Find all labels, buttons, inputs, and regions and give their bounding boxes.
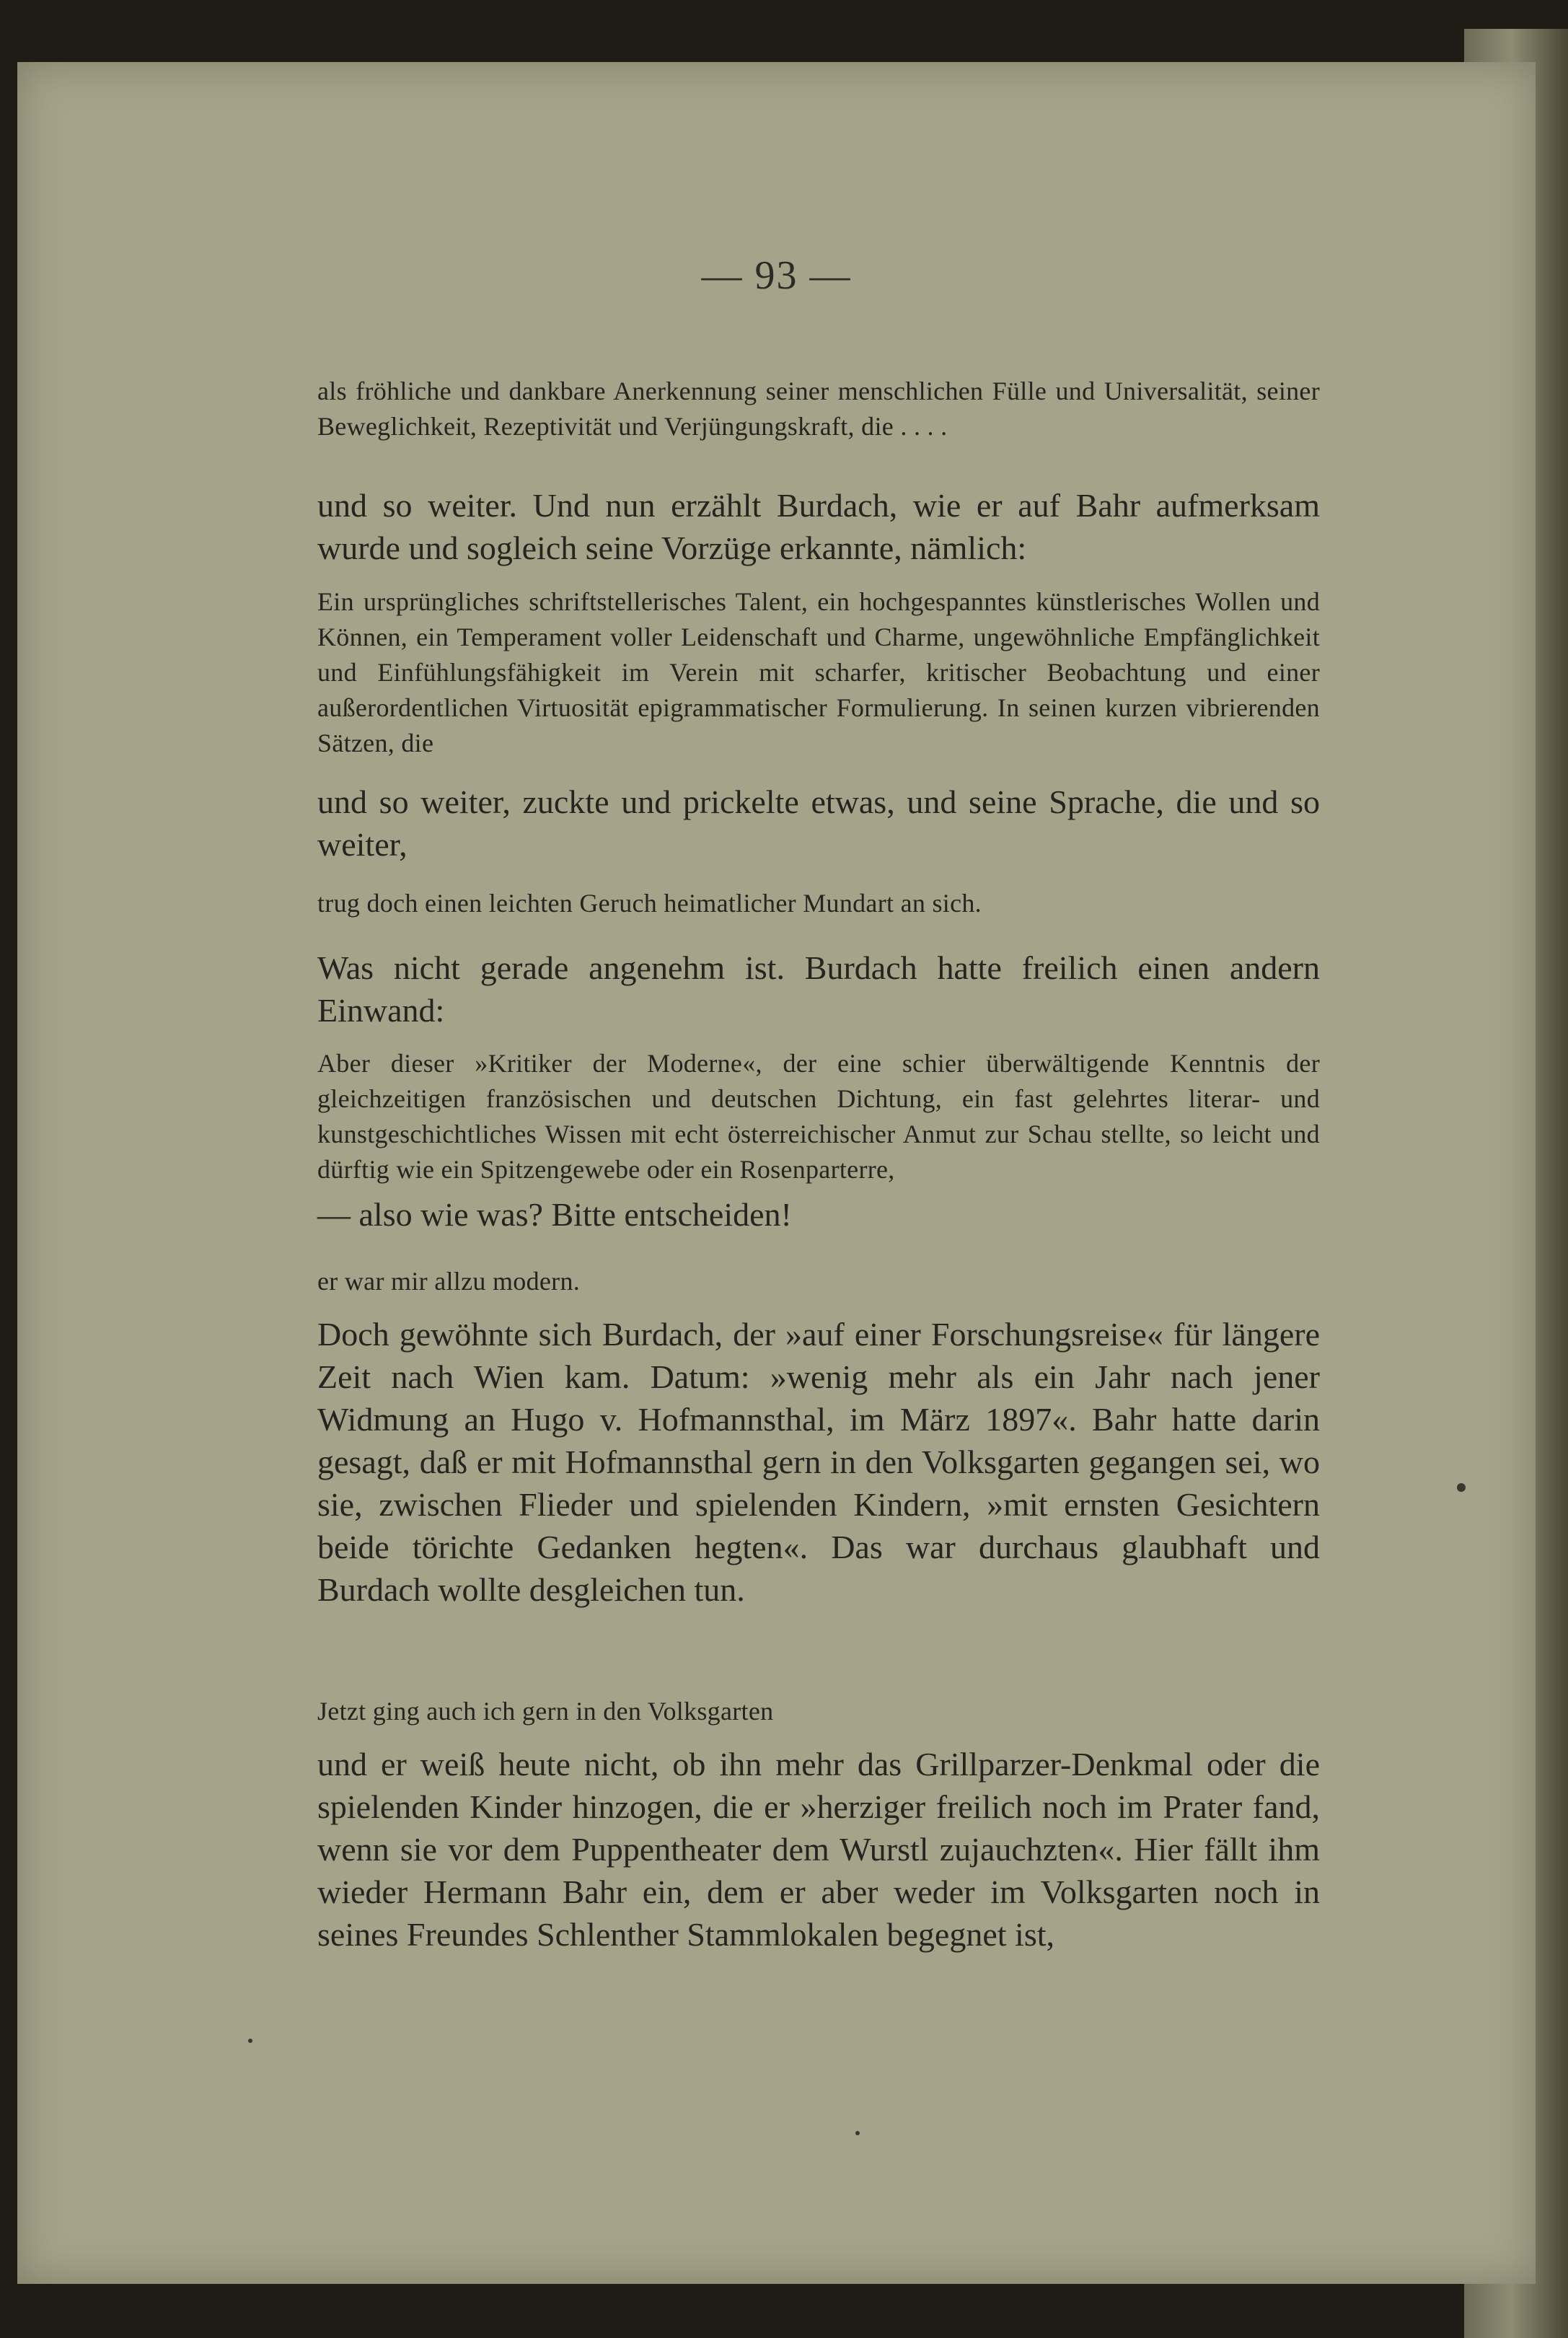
page-number: — 93 — <box>701 253 852 298</box>
paper-speck <box>1457 1483 1466 1492</box>
quote-block-6: Jetzt ging auch ich gern in den Volksgarten <box>317 1697 774 1726</box>
body-paragraph-6: und er weiß heute nicht, ob ihn mehr das Grillparzer-Denkmal oder die spielenden Kinder hinzogen, die er »herziger freilich noch im Prater fand, wenn sie vor dem Puppentheater dem Wurstl zujauchzten«. Hier fällt ihm wieder Hermann Bahr ein, dem er aber weder im Volksgarten noch in seines Freundes Schlenther Stammlokalen begegnet ist, <box>317 1746 1320 1953</box>
quote-block-3: trug doch einen leichten Geruch heimatlicher Mundart an sich. <box>317 889 982 918</box>
body-paragraph-4: — also wie was? Bitte entscheiden! <box>317 1196 792 1233</box>
body-paragraph-5: Doch gewöhnte sich Burdach, der »auf einer Forschungsreise« für längere Zeit nach Wien kam. Datum: »wenig mehr als ein Jahr nach jener Widmung an Hugo v. Hofmannsthal, im März 1897«. Bahr hatte darin gesagt, daß er mit Hofmannsthal gern in den Volksgarten gegangen sei, wo sie, zwischen Flieder und spielenden Kindern, »mit ernsten Gesichtern beide törichte Gedanken hegten«. Das war durchaus glaubhaft und Burdach wollte desgleichen tun. <box>317 1316 1320 1608</box>
quote-block-5: er war mir allzu modern. <box>317 1267 581 1296</box>
quote-block-1: als fröhliche und dankbare Anerkennung seiner menschlichen Fülle und Universalität, seiner Beweglichkeit, Rezeptivität und Verjüngungskraft, die . . . . <box>317 377 1320 441</box>
quote-block-4: Aber dieser »Kritiker der Moderne«, der eine schier überwältigende Kenntnis der gleichzeitigen französischen und deutschen Dichtung, ein fast gelehrtes literar- und kunstgeschichtliches Wissen mit echt österreichischer Anmut zur Schau stellte, so leicht und dürftig wie ein Spitzengewebe oder ein Rosenparterre, <box>317 1049 1320 1184</box>
body-paragraph-1: und so weiter. Und nun erzählt Burdach, wie er auf Bahr aufmerksam wurde und sogleich seine Vorzüge erkannte, nämlich: <box>317 487 1320 566</box>
paper-speck <box>855 2131 860 2135</box>
book-page <box>17 62 1536 2284</box>
body-paragraph-3: Was nicht gerade angenehm ist. Burdach hatte freilich einen andern Einwand: <box>317 949 1320 1029</box>
body-paragraph-2: und so weiter, zuckte und prickelte etwas, und seine Sprache, die und so weiter, <box>317 783 1320 863</box>
paper-speck <box>248 2039 252 2043</box>
quote-block-2: Ein ursprüngliches schriftstellerisches Talent, ein hochgespanntes künstlerisches Wollen und Können, ein Temperament voller Leidenschaft und Charme, ungewöhnliche Empfänglichkeit und Einfühlungsfähigkeit im Verein mit scharfer, kritischer Beobachtung und einer außerordentlichen Virtuosität epigrammatischer Formulierung. In seinen kurzen vibrierenden Sätzen, die <box>317 587 1320 757</box>
